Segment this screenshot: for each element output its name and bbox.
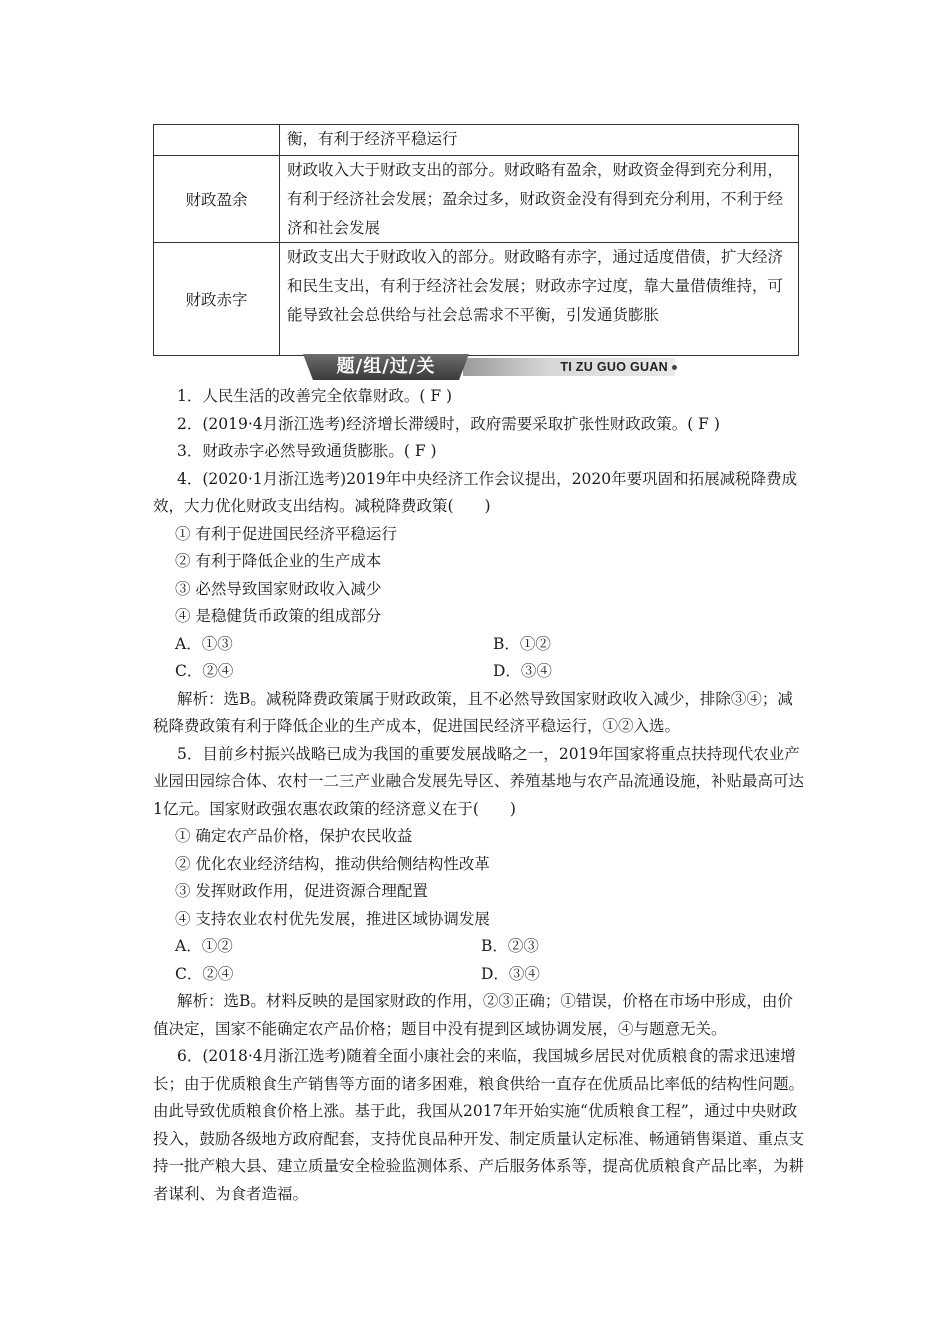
question-4-item: ① 有利于促进国民经济平稳运行 <box>175 524 397 543</box>
banner-subtitle <box>560 357 677 377</box>
question-5-choices <box>153 961 808 989</box>
question-4-stem: 4．(2020·1月浙江选考)2019年中央经济工作会议提出，2020年要巩固和拓展减税降费成效，大力优化财政支出结构。减税降费政策( ) <box>153 469 798 515</box>
fiscal-balance-table <box>153 124 799 356</box>
choice-d: D．③④ <box>493 662 552 680</box>
question-4-analysis: 解析：选B。减税降费政策属于财政政策，且不必然导致国家财政收入减少，排除③④；减税降费政策有利于降低企业的生产成本，促进国民经济平稳运行，①②入选。 <box>153 689 793 735</box>
banner-title: 题/组/过/关 <box>336 356 436 377</box>
choice-a: A．①③ <box>175 634 233 653</box>
question-3: 3．财政赤字必然导致通货膨胀。( F ) <box>177 442 437 460</box>
question-5-stem: 5．目前乡村振兴战略已成为我国的重要发展战略之一，2019年国家将重点扶持现代农业产业园田园综合体、农村一二三产业融合发展先导区、养殖基地与农产品流通设施，补贴最高可达1亿元。国家财政强农惠农政策的经济意义在于( ) <box>153 744 805 818</box>
table-row-text: 财政支出大于财政收入的部分。财政略有赤字，通过适度借债，扩大经济和民生支出，有利于经济社会发展；财政赤字过度，靠大量借债维持，可能导致社会总供给与社会总需求不平衡，引发通货膨胀 <box>287 248 784 324</box>
table-row <box>154 155 798 242</box>
question-5-choices <box>153 933 808 961</box>
choice-a: A．①② <box>175 937 233 955</box>
choice-b: B．②③ <box>481 937 539 955</box>
table-row-text: 衡，有利于经济平稳运行 <box>287 130 458 148</box>
question-4-item: ④ 是稳健货币政策的组成部分 <box>175 607 382 625</box>
table-row-label: 财政盈余 <box>154 156 280 242</box>
question-5-analysis: 解析：选B。材料反映的是国家财政的作用，②③正确；①错误，价格在市场中形成，由价值决定，国家不能确定农产品价格；题目中没有提到区域协调发展，④与题意无关。 <box>153 992 793 1038</box>
question-1: 1．人民生活的改善完全依靠财政。( F ) <box>177 387 453 405</box>
question-6-stem: 6．(2018·4月浙江选考)随着全面小康社会的来临，我国城乡居民对优质粮食的需求迅速增长；由于优质粮食生产销售等方面的诸多困难，粮食供给一直存在优质品比率低的结构性问题。由此导致优质粮食价格上涨。基于此，我国从2017年开始实施“优质粮食工程”，通过中央财政投入，鼓励各级地方政府配套，支持优良品种开发、制定质量认定标准、畅通销售渠道、重点支持一批产粮大县、建立质量安全检验监测体系、产后服务体系等，提高优质粮食产品比率，为耕者谋利、为食者造福。 <box>153 1047 805 1203</box>
question-5-item: ① 确定农产品价格，保护农民收益 <box>175 827 413 845</box>
question-list <box>153 383 808 1208</box>
table-row <box>154 125 798 155</box>
choice-c: C．②④ <box>175 662 234 680</box>
choice-d: D．③④ <box>481 964 540 983</box>
question-4-choices <box>153 631 808 659</box>
table-row-label <box>154 125 280 155</box>
question-2: 2．(2019·4月浙江选考)经济增长滞缓时，政府需要采取扩张性财政政策。( F ) <box>177 414 720 433</box>
choice-b: B．①② <box>493 634 551 653</box>
section-banner <box>303 354 681 380</box>
question-5-item: ④ 支持农业农村优先发展，推进区域协调发展 <box>175 909 490 928</box>
banner-subtitle-text: TI ZU GUO GUAN <box>560 360 668 374</box>
table-row-label: 财政赤字 <box>154 243 280 355</box>
table-row-text: 财政收入大于财政支出的部分。财政略有盈余，财政资金得到充分利用，有利于经济社会发展；盈余过多，财政资金没有得到充分利用，不利于经济和社会发展 <box>287 161 784 237</box>
question-4-choices <box>153 658 808 686</box>
choice-c: C．②④ <box>175 964 234 983</box>
question-5-item: ② 优化农业经济结构，推动供给侧结构性改革 <box>175 854 490 873</box>
question-4-item: ③ 必然导致国家财政收入减少 <box>175 579 382 598</box>
question-5-item: ③ 发挥财政作用，促进资源合理配置 <box>175 882 428 900</box>
dot-icon <box>672 365 677 370</box>
question-4-item: ② 有利于降低企业的生产成本 <box>175 552 382 570</box>
table-row <box>154 242 798 355</box>
